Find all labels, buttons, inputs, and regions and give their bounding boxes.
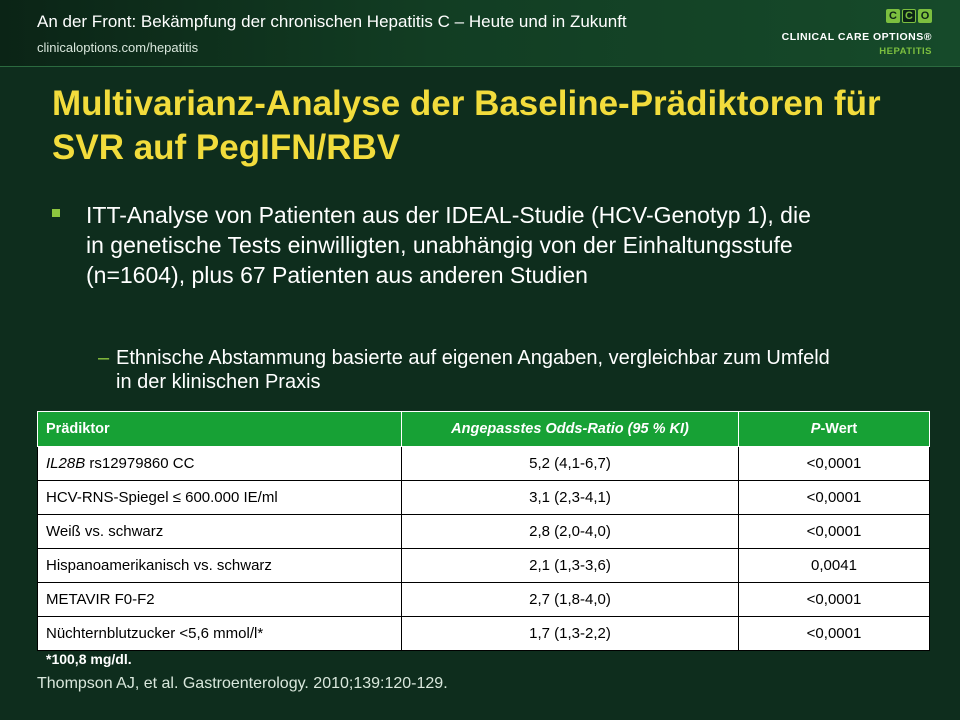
odds-ratio-cell: 3,1 (2,3-4,1) — [402, 481, 739, 515]
p-value-cell: <0,0001 — [739, 617, 930, 651]
logo-letter: C — [902, 9, 916, 23]
odds-ratio-cell: 2,7 (1,8-4,0) — [402, 583, 739, 617]
p-value-cell: <0,0001 — [739, 481, 930, 515]
header-url[interactable]: clinicaloptions.com/hepatitis — [37, 40, 199, 55]
logo-subtext: HEPATITIS — [879, 46, 932, 57]
p-value-cell: <0,0001 — [739, 583, 930, 617]
dash-icon: – — [98, 347, 110, 369]
clinical-care-options-logo — [781, 9, 932, 61]
logo-letter: O — [918, 9, 932, 23]
predictor-cell: Weiß vs. schwarz — [38, 515, 402, 549]
table-row — [38, 481, 930, 515]
predictor-cell: METAVIR F0-F2 — [38, 583, 402, 617]
table-row — [38, 447, 930, 481]
column-header-p-value: P-Wert — [739, 412, 930, 447]
predictor-cell: Hispanoamerikanisch vs. schwarz — [38, 549, 402, 583]
odds-ratio-cell: 1,7 (1,3-2,2) — [402, 617, 739, 651]
header-bar — [0, 0, 960, 67]
footnote: *100,8 mg/dl. — [46, 651, 132, 667]
p-value-cell: <0,0001 — [739, 515, 930, 549]
citation: Thompson AJ, et al. Gastroenterology. 2010;139:120-129. — [37, 675, 448, 692]
table-row — [38, 549, 930, 583]
table-row — [38, 515, 930, 549]
predictor-cell: HCV-RNS-Spiegel ≤ 600.000 IE/ml — [38, 481, 402, 515]
bullet-text: ITT-Analyse von Patienten aus der IDEAL-Studie (HCV-Genotyp 1), die in genetische Tests einwilligten, unabhängig von der Einhaltungsstufe (n=1604), plus 67 Patienten aus anderen Studien — [86, 202, 811, 288]
table-row — [38, 617, 930, 651]
p-value-cell: <0,0001 — [739, 447, 930, 481]
table-row — [38, 583, 930, 617]
column-header-odds-ratio: Angepasstes Odds-Ratio (95 % KI) — [402, 412, 739, 447]
bullet-point — [52, 200, 832, 290]
logo-text: CLINICAL CARE OPTIONS® — [781, 31, 932, 43]
odds-ratio-cell: 5,2 (4,1-6,7) — [402, 447, 739, 481]
slide-title: Multivarianz-Analyse der Baseline-Prädiktoren für SVR auf PegIFN/RBV — [52, 84, 881, 167]
odds-ratio-cell: 2,8 (2,0-4,0) — [402, 515, 739, 549]
predictor-table — [37, 411, 930, 651]
predictor-cell: IL28B rs12979860 CC — [38, 447, 402, 481]
column-header-predictor: Prädiktor — [38, 412, 402, 447]
sub-bullet-text: Ethnische Abstammung basierte auf eigenen Angaben, vergleichbar zum Umfeld in der klinischen Praxis — [116, 347, 830, 393]
logo-letter: C — [886, 9, 900, 23]
logo-mark — [886, 9, 932, 23]
table-header-row — [38, 412, 930, 447]
odds-ratio-cell: 2,1 (1,3-3,6) — [402, 549, 739, 583]
header-title: An der Front: Bekämpfung der chronischen Hepatitis C – Heute und in Zukunft — [37, 12, 627, 31]
predictor-cell: Nüchternblutzucker <5,6 mmol/l* — [38, 617, 402, 651]
sub-bullet-point — [98, 346, 836, 394]
p-value-cell: 0,0041 — [739, 549, 930, 583]
bullet-square-icon — [52, 209, 60, 217]
